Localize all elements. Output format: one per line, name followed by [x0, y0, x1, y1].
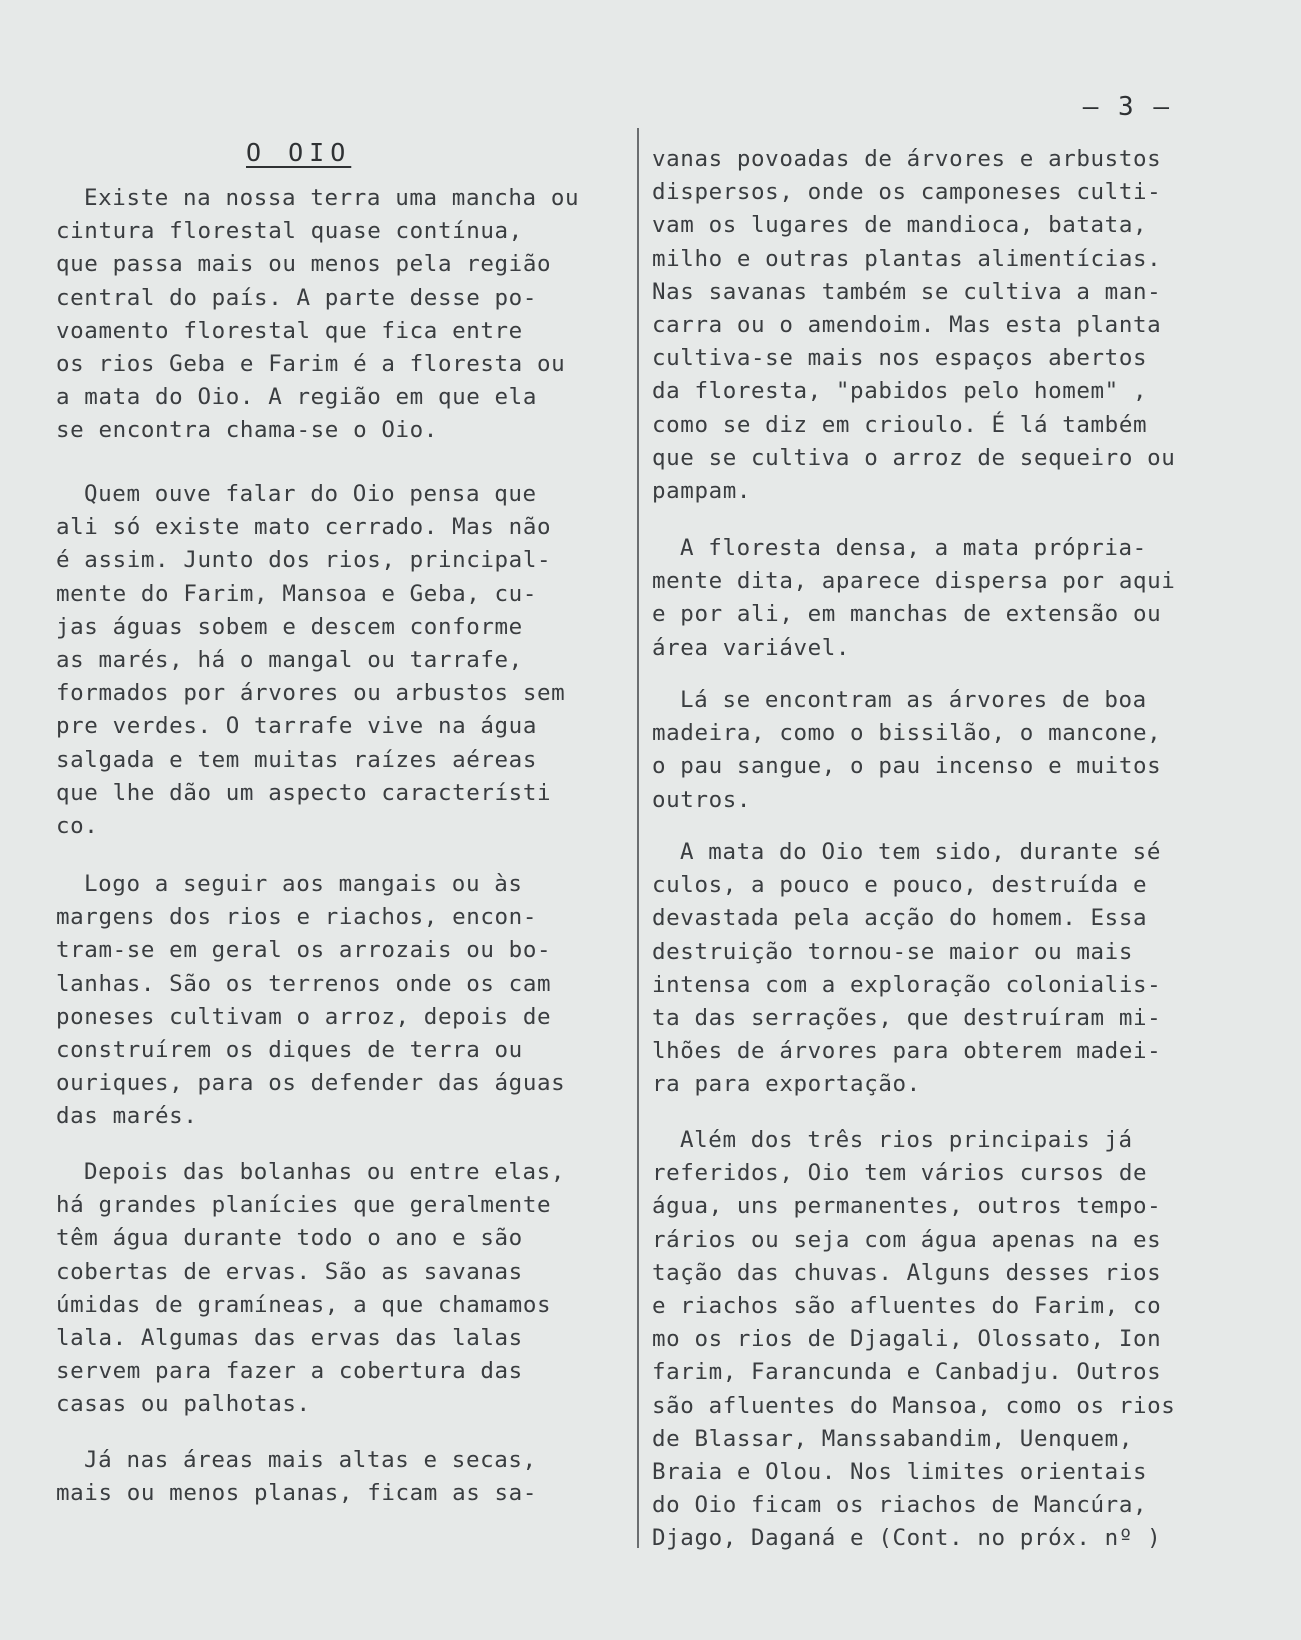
text-line: co.	[56, 812, 99, 839]
text-line: cultiva-se mais nos espaços abertos	[652, 345, 1148, 372]
text-line: Nas savanas também se cultiva a man-	[652, 278, 1162, 305]
text-line: lhões de árvores para obterem madei-	[652, 1038, 1162, 1065]
text-line: que lhe dão um aspecto característi	[56, 779, 552, 806]
text-line: os rios Geba e Farim é a floresta ou	[56, 350, 566, 377]
text-line: culos, a pouco e pouco, destruída e	[652, 872, 1148, 899]
text-line: da floresta, "pabidos pelo homem" ,	[652, 378, 1148, 405]
text-line: e por ali, em manchas de extensão ou	[652, 601, 1162, 628]
text-line: lala. Algumas das ervas das lalas	[56, 1324, 523, 1351]
text-line: A floresta densa, a mata própria-	[680, 535, 1147, 561]
text-line: há grandes planícies que geralmente	[56, 1192, 552, 1219]
text-line: vanas povoadas de árvores e arbustos	[652, 146, 1162, 172]
text-line: área variável.	[652, 634, 851, 661]
text-line: ra para exportação.	[652, 1071, 921, 1098]
text-line: servem para fazer a cobertura das	[56, 1358, 523, 1385]
text-line: A mata do Oio tem sido, durante sé	[680, 839, 1161, 865]
text-line: intensa com a exploração colonialis-	[652, 971, 1162, 998]
text-line: a mata do Oio. A região em que ela	[56, 384, 537, 411]
text-line: úmidas de gramíneas, a que chamamos	[56, 1291, 552, 1318]
text-line: jas águas sobem e descem conforme	[56, 613, 523, 640]
text-line: como se diz em crioulo. É lá também	[652, 411, 1148, 438]
text-line: mente dita, aparece dispersa por aqui	[652, 568, 1176, 595]
paragraph-3	[56, 868, 616, 1134]
text-line: tram-se em geral os arrozais ou bo-	[56, 937, 552, 964]
text-line: Quem ouve falar do Oio pensa que	[84, 481, 537, 507]
text-line: Djago, Daganá e (Cont. no próx. nº )	[652, 1525, 1162, 1552]
text-line: são afluentes do Mansoa, como os rios	[652, 1392, 1176, 1419]
text-line: mais ou menos planas, ficam as sa-	[56, 1480, 537, 1507]
text-line: casas ou palhotas.	[56, 1391, 311, 1418]
text-line: outros.	[652, 786, 752, 813]
paragraph-2	[56, 478, 616, 843]
text-line: cintura florestal quase contínua,	[56, 218, 523, 245]
paragraph-5	[56, 1444, 616, 1510]
text-line: poneses cultivam o arroz, depois de	[56, 1003, 552, 1030]
text-line: carra ou o amendoim. Mas esta planta	[652, 311, 1162, 338]
text-line: Depois das bolanhas ou entre elas,	[84, 1159, 565, 1185]
text-line: Existe na nossa terra uma mancha ou	[84, 185, 580, 211]
text-line: cobertas de ervas. São as savanas	[56, 1258, 523, 1285]
text-line: se encontra chama-se o Oio.	[56, 417, 438, 444]
text-line: que passa mais ou menos pela região	[56, 251, 552, 278]
text-line: das marés.	[56, 1103, 198, 1130]
text-line: referidos, Oio tem vários cursos de	[652, 1160, 1148, 1187]
text-line: madeira, como o bissilão, o mancone,	[652, 720, 1162, 747]
text-line: Logo a seguir aos mangais ou às	[84, 871, 523, 897]
paragraph-9	[652, 836, 1236, 1102]
text-line: mo os rios de Djagali, Olossato, Ion	[652, 1326, 1162, 1353]
text-line: vam os lugares de mandioca, batata,	[652, 212, 1148, 239]
text-line: tação das chuvas. Alguns desses rios	[652, 1259, 1162, 1286]
text-line: água, uns permanentes, outros tempo-	[652, 1193, 1162, 1220]
text-line: mente do Farim, Mansoa e Geba, cu-	[56, 580, 537, 607]
text-line: Já nas áreas mais altas e secas,	[84, 1447, 537, 1473]
text-line: rários ou seja com água apenas na es	[652, 1226, 1162, 1253]
text-line: ali só existe mato cerrado. Mas não	[56, 514, 552, 541]
column-divider	[637, 128, 639, 1548]
text-line: Além dos três rios principais já	[680, 1127, 1133, 1153]
paragraph-6	[652, 143, 1236, 508]
text-line: têm água durante todo o ano e são	[56, 1225, 523, 1252]
paragraph-4	[56, 1156, 616, 1422]
paragraph-1	[56, 182, 616, 448]
text-line: destruição tornou-se maior ou mais	[652, 938, 1133, 965]
text-line: Lá se encontram as árvores de boa	[680, 687, 1147, 713]
text-line: construírem os diques de terra ou	[56, 1036, 523, 1063]
text-line: o pau sangue, o pau incenso e muitos	[652, 753, 1162, 780]
text-line: pre verdes. O tarrafe vive na água	[56, 713, 537, 740]
paragraph-7	[652, 532, 1236, 665]
text-line: ouriques, para os defender das águas	[56, 1070, 566, 1097]
text-line: farim, Farancunda e Canbadju. Outros	[652, 1359, 1162, 1386]
text-line: pampam.	[652, 477, 752, 504]
text-line: e riachos são afluentes do Farim, co	[652, 1292, 1162, 1319]
text-line: devastada pela acção do homem. Essa	[652, 905, 1148, 932]
text-line: as marés, há o mangal ou tarrafe,	[56, 646, 523, 673]
page-number: – 3 –	[1082, 92, 1171, 122]
text-line: que se cultiva o arroz de sequeiro ou	[652, 444, 1176, 471]
text-line: dispersos, onde os camponeses culti-	[652, 179, 1162, 206]
text-line: milho e outras plantas alimentícias.	[652, 245, 1162, 272]
text-line: lanhas. São os terrenos onde os cam	[56, 970, 552, 997]
article-title: O OIO	[246, 138, 352, 167]
text-line: voamento florestal que fica entre	[56, 317, 523, 344]
text-line: salgada e tem muitas raízes aéreas	[56, 746, 537, 773]
text-line: é assim. Junto dos rios, principal-	[56, 547, 552, 574]
text-line: central do país. A parte desse po-	[56, 284, 537, 311]
text-line: do Oio ficam os riachos de Mancúra,	[652, 1492, 1148, 1519]
text-line: formados por árvores ou arbustos sem	[56, 680, 566, 707]
text-line: ta das serrações, que destruíram mi-	[652, 1004, 1162, 1031]
text-line: Braia e Olou. Nos limites orientais	[652, 1458, 1148, 1485]
paragraph-10	[652, 1124, 1236, 1555]
text-line: de Blassar, Manssabandim, Uenquem,	[652, 1425, 1133, 1452]
text-line: margens dos rios e riachos, encon-	[56, 904, 537, 931]
paragraph-8	[652, 684, 1236, 817]
